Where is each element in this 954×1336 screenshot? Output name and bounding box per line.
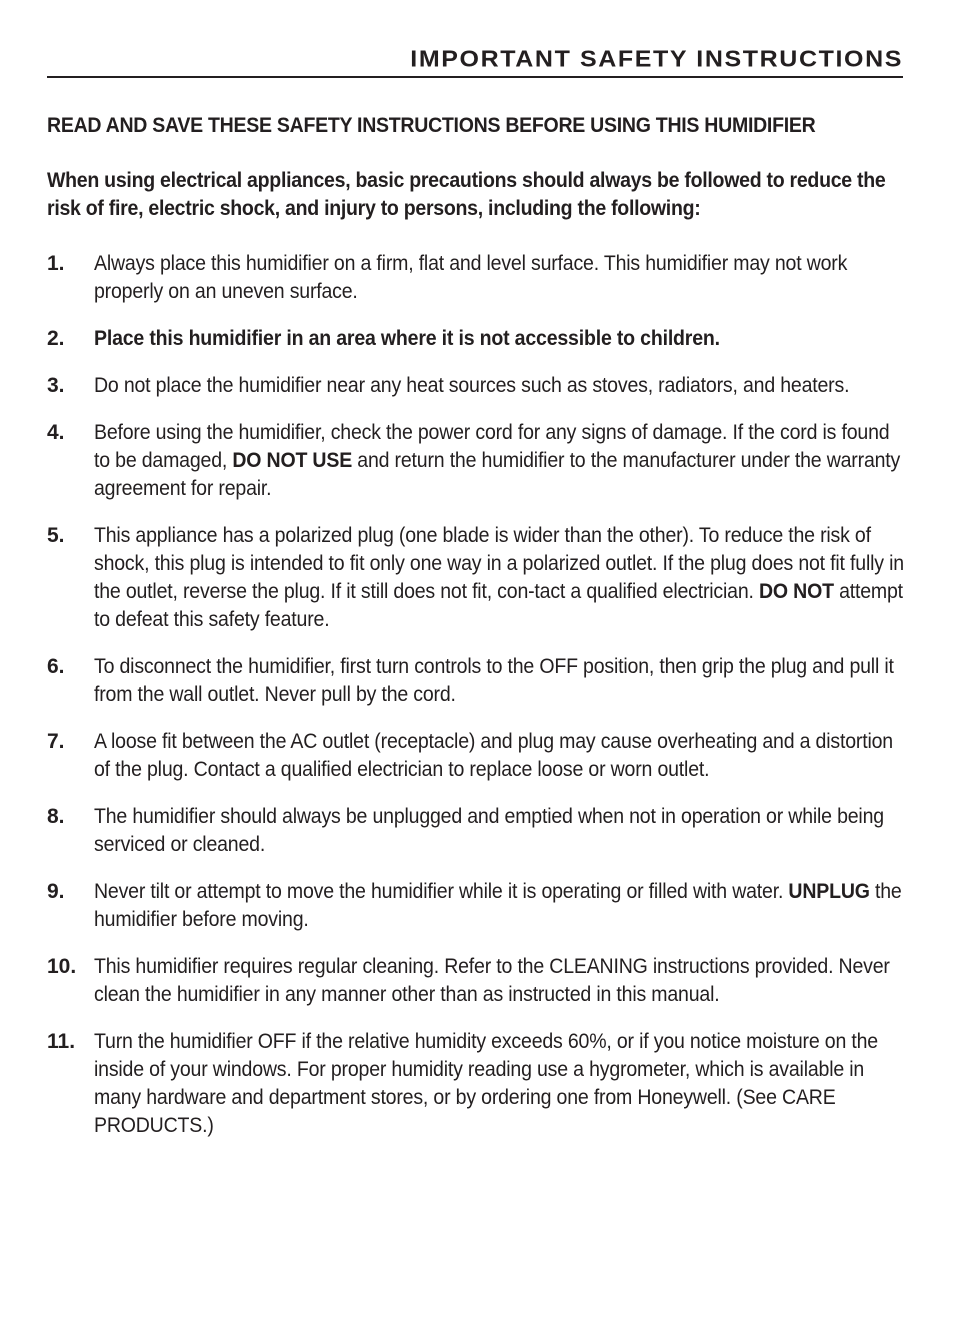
item-text-pre: Before using the humidifier, check the power cord for any signs of damage. If the cord is found to be damaged, (94, 421, 890, 472)
item-number: 6. (47, 655, 65, 678)
item-text: Always place this humidifier on a firm, flat and level surface. This humidifier may not work properly on an uneven surface. (94, 252, 848, 303)
list-item (47, 653, 903, 709)
item-text: Turn the humidifier OFF if the relative humidity exceeds 60%, or if you notice moisture on the inside of your windows. For proper humidity reading use a hygrometer, which is available in many hardware and department stores, or by ordering one from Honeywell. (See CARE PRODUCTS.) (94, 1030, 878, 1137)
item-text-emphasis: DO NOT (759, 580, 834, 603)
item-number: 11. (47, 1030, 76, 1053)
page-header (47, 44, 903, 78)
list-item (47, 325, 903, 353)
item-text-emphasis: UNPLUG (788, 880, 870, 903)
item-number: 4. (47, 421, 65, 444)
item-number: 5. (47, 524, 65, 547)
item-text-post: and return the humidifier to the manufacturer under the warranty agreement for repair. (94, 449, 901, 500)
item-number: 7. (47, 730, 65, 753)
item-text: A loose fit between the AC outlet (receptacle) and plug may cause overheating and a distortion of the plug. Contact a qualified electrician to replace loose or worn outlet. (94, 730, 893, 781)
list-item (47, 953, 903, 1009)
item-number: 10. (47, 955, 77, 978)
item-number: 9. (47, 880, 65, 903)
item-number: 3. (47, 374, 65, 397)
list-item (47, 878, 903, 934)
item-text (94, 878, 907, 934)
item-text (94, 522, 907, 634)
page-title: IMPORTANT SAFETY INSTRUCTIONS (410, 46, 903, 72)
list-item (47, 803, 903, 859)
item-text-post: the humidifier before moving. (94, 880, 902, 931)
item-text: The humidifier should always be unplugged and emptied when not in operation or while being serviced or cleaned. (94, 805, 884, 856)
item-text: This humidifier requires regular cleaning. Refer to the CLEANING instructions provided. Never clean the humidifier in any manner other than as instructed in this manual. (94, 955, 890, 1006)
item-text-pre: Never tilt or attempt to move the humidifier while it is operating or filled with water. (94, 880, 789, 903)
list-item (47, 1028, 903, 1140)
list-item (47, 250, 903, 306)
list-item (47, 522, 903, 634)
list-item (47, 372, 903, 400)
section-subheading: READ AND SAVE THESE SAFETY INSTRUCTIONS BEFORE USING THIS HUMIDIFIER (47, 114, 816, 137)
intro-paragraph: When using electrical appliances, basic precautions should always be followed to reduce the risk of fire, electric shock, and injury to persons, including the following: (47, 169, 886, 220)
list-item (47, 419, 903, 503)
item-text-emphasis: DO NOT USE (232, 449, 353, 472)
item-number: 1. (47, 252, 65, 275)
item-number: 2. (47, 327, 65, 350)
document-page (47, 44, 903, 1159)
item-text: Place this humidifier in an area where it is not accessible to children. (94, 327, 720, 350)
item-text: To disconnect the humidifier, first turn controls to the OFF position, then grip the plug and pull it from the wall outlet. Never pull by the cord. (94, 655, 894, 706)
item-text (94, 419, 907, 503)
item-text: Do not place the humidifier near any heat sources such as stoves, radiators, and heaters. (94, 374, 850, 397)
item-number: 8. (47, 805, 65, 828)
item-text-post: attempt to defeat this safety feature. (94, 580, 903, 631)
list-item (47, 728, 903, 784)
instruction-list (47, 250, 903, 1140)
item-text-pre: This appliance has a polarized plug (one blade is wider than the other). To reduce the risk of shock, this plug is intended to fit only one way in a polarized outlet. If the plug does not fit fully in the outlet, reverse the plug. If it still does not fit, con-tact a qualified electrician. (94, 524, 904, 603)
